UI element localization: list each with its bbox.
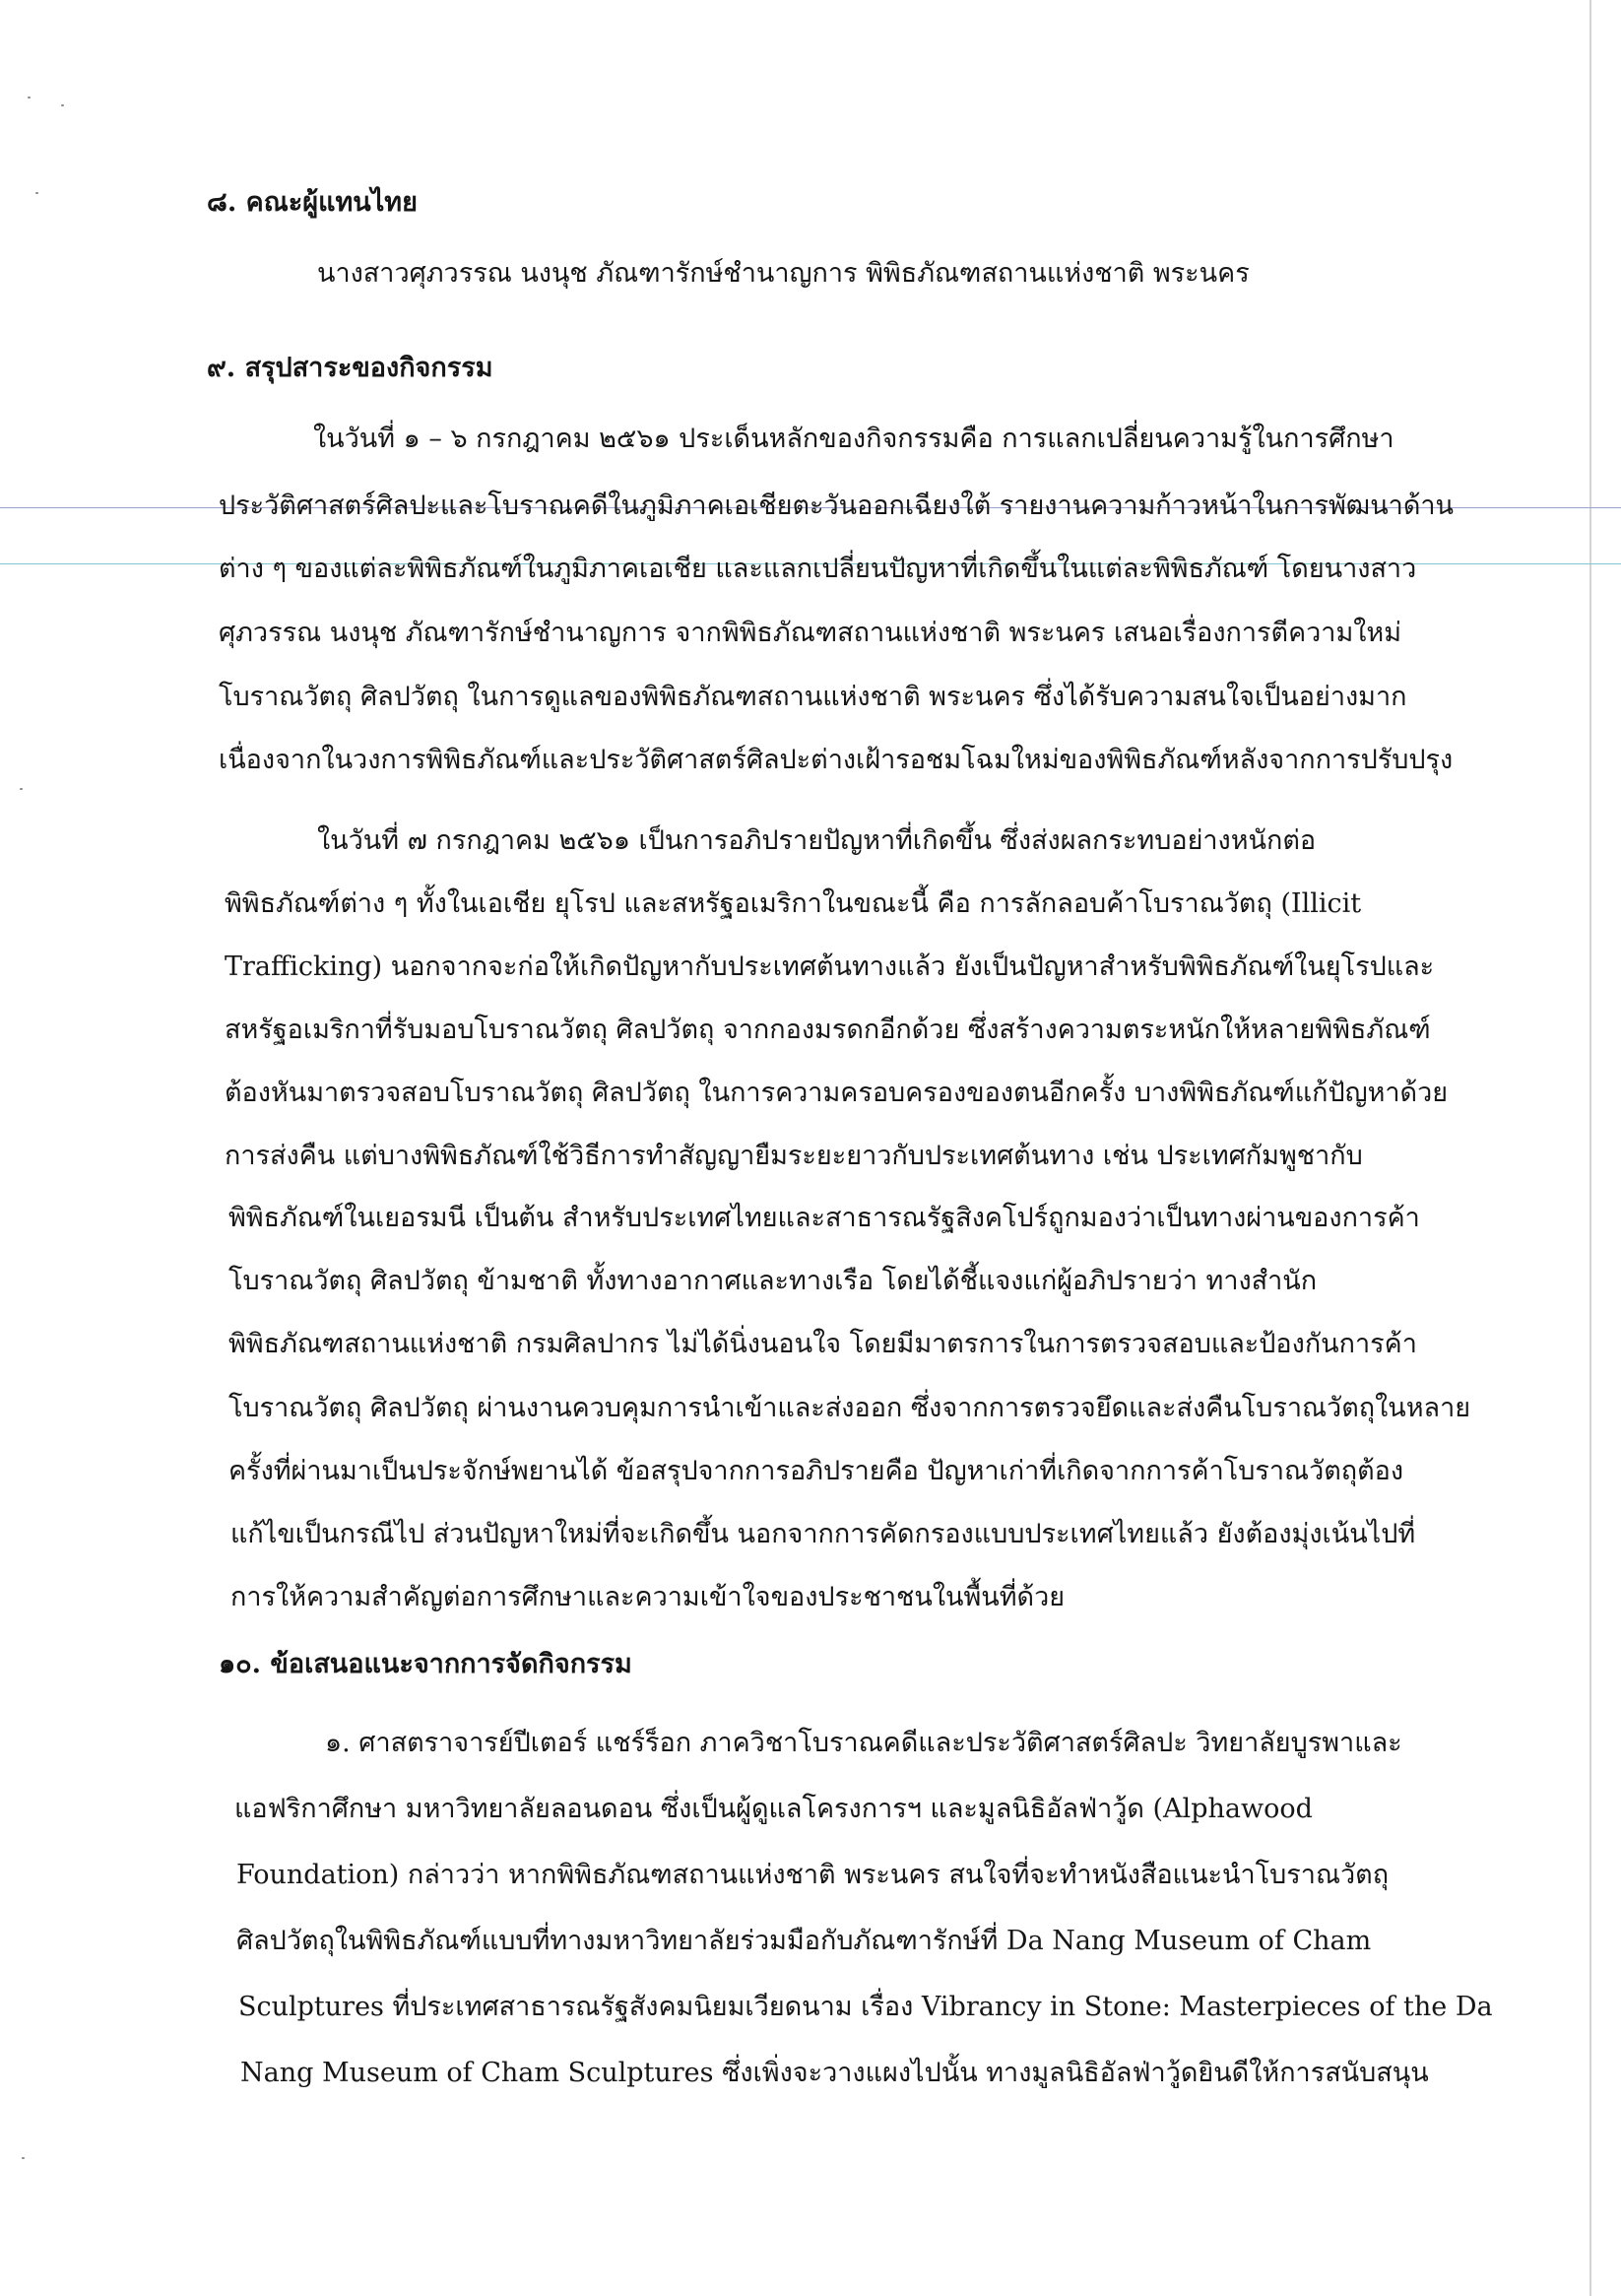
paragraph-line: การให้ความสำคัญต่อการศึกษาและความเข้าใจของประชาชนในพื้นที่ด้วย (230, 1582, 1066, 1612)
paragraph-line: Foundation) กล่าวว่า หากพิพิธภัณฑสถานแห่งชาติ พระนคร สนใจที่จะทำหนังสือแนะนำโบราณวัตถุ (236, 1860, 1390, 1890)
paragraph-line: ประวัติศาสตร์ศิลปะและโบราณคดีในภูมิภาคเอเชียตะวันออกเฉียงใต้ รายงานความก้าวหน้าในการพัฒนาด้าน (219, 491, 1454, 521)
scan-edge-line (1589, 0, 1591, 2296)
paragraph-line: ต่าง ๆ ของแต่ละพิพิธภัณฑ์ในภูมิภาคเอเชีย และแลกเปลี่ยนปัญหาที่เกิดขึ้นในแต่ละพิพิธภัณฑ์ โดยนางสาว (219, 554, 1417, 584)
paragraph-line: ต้องหันมาตรวจสอบโบราณวัตถุ ศิลปวัตถุ ในการความครอบครองของตนอีกครั้ง บางพิพิธภัณฑ์แก้ปัญหาด้วย (225, 1078, 1449, 1108)
paragraph-line: ศุภวรรณ นงนุช ภัณฑารักษ์ชำนาญการ จากพิพิธภัณฑสถานแห่งชาติ พระนคร เสนอเรื่องการตีความใหม่ (219, 618, 1402, 648)
paragraph-line: ในวันที่ ๑ – ๖ กรกฎาคม ๒๕๖๑ ประเด็นหลักของกิจกรรมคือ การแลกเปลี่ยนความรู้ในการศึกษา (313, 424, 1394, 454)
paragraph-line: ครั้งที่ผ่านมาเป็นประจักษ์พยานได้ ข้อสรุปจากการอภิปรายคือ ปัญหาเก่าที่เกิดจากการค้าโบราณวัตถุต้อง (228, 1456, 1404, 1486)
paragraph-line: Sculptures ที่ประเทศสาธารณรัฐสังคมนิยมเวียดนาม เรื่อง Vibrancy in Stone: Masterpieces of the Da (238, 1992, 1493, 2022)
scan-speck (22, 2157, 25, 2159)
paragraph-line: โบราณวัตถุ ศิลปวัตถุ ข้ามชาติ ทั้งทางอากาศและทางเรือ โดยได้ชี้แจงแก่ผู้อภิปรายว่า ทางสำนัก (228, 1266, 1318, 1296)
scan-speck (61, 104, 64, 106)
paragraph-line: แอฟริกาศึกษา มหาวิทยาลัยลอนดอน ซึ่งเป็นผู้ดูแลโครงการฯ และมูลนิธิอัลฟ่าวู้ด (Alphawood (234, 1794, 1313, 1824)
paragraph-line: การส่งคืน แต่บางพิพิธภัณฑ์ใช้วิธีการทำสัญญายืมระยะยาวกับประเทศต้นทาง เช่น ประเทศกัมพูชากับ (225, 1141, 1363, 1171)
scan-speck (35, 192, 38, 194)
paragraph-line: แก้ไขเป็นกรณีไป ส่วนปัญหาใหม่ที่จะเกิดขึ้น นอกจากการคัดกรองแบบประเทศไทยแล้ว ยังต้องมุ่งเน้นไปที่ (230, 1519, 1416, 1549)
paragraph-line: ศิลปวัตถุในพิพิธภัณฑ์แบบที่ทางมหาวิทยาลัยร่วมมือกับภัณฑารักษ์ที่ Da Nang Museum of Cham (236, 1926, 1372, 1956)
paragraph-line: ๑. ศาสตราจารย์ปีเตอร์ แชร์ร็อก ภาควิชาโบราณคดีและประวัติศาสตร์ศิลปะ วิทยาลัยบูรพาและ (325, 1728, 1402, 1758)
section-8-heading: ๘. คณะผู้แทนไทย (207, 187, 418, 218)
paragraph-line: โบราณวัตถุ ศิลปวัตถุ ผ่านงานควบคุมการนำเข้าและส่งออก ซึ่งจากการตรวจยึดและส่งคืนโบราณวัตถุในหลาย (228, 1393, 1471, 1423)
paragraph-line: Trafficking) นอกจากจะก่อให้เกิดปัญหากับประเทศต้นทางแล้ว ยังเป็นปัญหาสำหรับพิพิธภัณฑ์ในยุโรปและ (225, 951, 1435, 982)
paragraph-line: สหรัฐอเมริกาที่รับมอบโบราณวัตถุ ศิลปวัตถุ จากกองมรดกอีกด้วย ซึ่งสร้างความตระหนักให้หลายพิพิธภัณฑ์ (225, 1015, 1431, 1045)
paragraph-line: พิพิธภัณฑ์ในเยอรมนี เป็นต้น สำหรับประเทศไทยและสาธารณรัฐสิงคโปร์ถูกมองว่าเป็นทางผ่านของการค้า (228, 1203, 1420, 1233)
paragraph-line: โบราณวัตถุ ศิลปวัตถุ ในการดูแลของพิพิธภัณฑสถานแห่งชาติ พระนคร ซึ่งได้รับความสนใจเป็นอย่างมาก (219, 682, 1407, 712)
scan-speck (28, 97, 31, 98)
section-9-heading: ๙. สรุปสาระของกิจกรรม (207, 353, 493, 383)
paragraph-line: พิพิธภัณฑ์ต่าง ๆ ทั้งในเอเชีย ยุโรป และสหรัฐอเมริกาในขณะนี้ คือ การลักลอบค้าโบราณวัตถุ (Illicit (225, 888, 1362, 919)
paragraph-line: Nang Museum of Cham Sculptures ซึ่งเพิ่งจะวางแผงไปนั้น ทางมูลนิธิอัลฟ่าวู้ดยินดีให้การสนับสนุน (240, 2058, 1429, 2088)
paragraph-line: ในวันที่ ๗ กรกฎาคม ๒๕๖๑ เป็นการอภิปรายปัญหาที่เกิดขึ้น ซึ่งส่งผลกระทบอย่างหนักต่อ (317, 825, 1317, 856)
section-8-text: นางสาวศุภวรรณ นงนุช ภัณฑารักษ์ชำนาญการ พิพิธภัณฑสถานแห่งชาติ พระนคร (317, 258, 1250, 289)
paragraph-line: เนื่องจากในวงการพิพิธภัณฑ์และประวัติศาสตร์ศิลปะต่างเฝ้ารอชมโฉมใหม่ของพิพิธภัณฑ์หลังจากการปรับปรุง (219, 745, 1454, 775)
section-10-heading: ๑๐. ข้อเสนอแนะจากการจัดกิจกรรม (219, 1649, 632, 1679)
paragraph-line: พิพิธภัณฑสถานแห่งชาติ กรมศิลปากร ไม่ได้นิ่งนอนใจ โดยมีมาตรการในการตรวจสอบและป้องกันการค้า (228, 1329, 1417, 1359)
scan-speck (20, 788, 23, 790)
